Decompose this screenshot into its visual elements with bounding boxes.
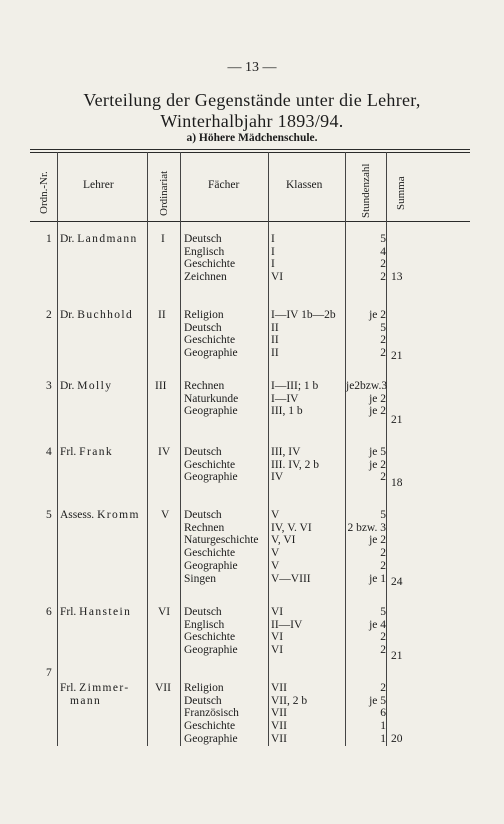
classes: II bbox=[271, 347, 279, 360]
subject: Zeichnen bbox=[184, 271, 227, 284]
classes: VII bbox=[271, 732, 287, 745]
classes: V bbox=[271, 547, 280, 560]
teacher-surname: Zimmer- bbox=[79, 682, 130, 694]
subject: Geographie bbox=[184, 732, 238, 745]
teacher-name bbox=[60, 509, 140, 521]
col-divider bbox=[147, 152, 148, 746]
classes: I—III; 1 b bbox=[271, 380, 319, 392]
teacher-name bbox=[60, 380, 112, 392]
ordinariat: I bbox=[161, 233, 165, 245]
teacher-surname-cont: mann bbox=[70, 694, 102, 707]
classes: V bbox=[271, 559, 280, 572]
row-sum: 24 bbox=[391, 576, 403, 588]
hours: 1 bbox=[380, 720, 386, 733]
classes: II—IV bbox=[271, 618, 303, 631]
hours: 2 bbox=[380, 347, 386, 360]
subject: Geschichte bbox=[184, 547, 236, 560]
hours: 5 bbox=[380, 321, 386, 334]
subject: Deutsch bbox=[184, 446, 222, 458]
ordinariat: VII bbox=[155, 682, 171, 694]
classes: III, 1 b bbox=[271, 405, 303, 418]
hours: 4 bbox=[380, 245, 386, 258]
row-number: 7 bbox=[46, 667, 52, 679]
hours: 2 bbox=[380, 559, 386, 572]
classes: II bbox=[271, 321, 279, 334]
subject: Deutsch bbox=[184, 233, 222, 245]
hours: je 2 bbox=[369, 392, 386, 405]
hours: 5 bbox=[380, 233, 386, 245]
subtitle: a) Höhere Mädchenschule. bbox=[186, 132, 318, 144]
subject: Naturgeschichte bbox=[184, 534, 259, 547]
subject: Rechnen bbox=[184, 521, 225, 534]
classes: VII bbox=[271, 720, 287, 733]
hours: 2 bbox=[380, 258, 386, 271]
classes: IV bbox=[271, 471, 284, 484]
hours: je 2 bbox=[369, 309, 386, 321]
subject: Geschichte bbox=[184, 458, 236, 471]
hours: 2 bbox=[380, 334, 386, 347]
classes: I—IV 1b—2b bbox=[271, 309, 336, 321]
hours: je 2 bbox=[369, 405, 386, 418]
subject: Geschichte bbox=[184, 720, 236, 733]
teacher-name bbox=[60, 233, 138, 245]
subject: Englisch bbox=[184, 245, 225, 258]
hours: 6 bbox=[380, 707, 386, 720]
subject: Geographie bbox=[184, 405, 238, 418]
row-sum: 20 bbox=[391, 733, 403, 745]
hours: je2bzw.3 bbox=[346, 380, 388, 392]
hours: je 2 bbox=[369, 458, 386, 471]
classes: I bbox=[271, 245, 275, 258]
classes: V—VIII bbox=[271, 572, 311, 585]
col-divider bbox=[268, 152, 269, 746]
subject: Geographie bbox=[184, 471, 238, 484]
row-number: 6 bbox=[46, 606, 52, 618]
teacher-title: Dr. bbox=[60, 380, 75, 392]
classes: I bbox=[271, 233, 275, 245]
classes: VI bbox=[271, 644, 284, 657]
row-number: 2 bbox=[46, 309, 52, 321]
header-faecher: Fächer bbox=[208, 179, 240, 191]
classes: VII bbox=[271, 707, 287, 720]
teacher-surname: Buchhold bbox=[77, 309, 134, 321]
header-ordinariat: Ordinariat bbox=[158, 170, 170, 216]
row-sum: 21 bbox=[391, 414, 403, 426]
subject: Geschichte bbox=[184, 631, 236, 644]
hours: 2 bbox=[380, 644, 386, 657]
classes: V, VI bbox=[271, 534, 296, 547]
hours: je 5 bbox=[369, 694, 386, 707]
subject: Englisch bbox=[184, 618, 225, 631]
row-sum: 21 bbox=[391, 350, 403, 362]
classes: IV, V. VI bbox=[271, 521, 312, 534]
subject: Geographie bbox=[184, 347, 238, 360]
title-line-2: Winterhalbjahr 1893/94. bbox=[160, 111, 344, 131]
classes: VI bbox=[271, 606, 284, 618]
hours: je 1 bbox=[369, 572, 386, 585]
classes: VII bbox=[271, 682, 287, 694]
teacher-title: Frl. bbox=[60, 682, 77, 694]
classes: II bbox=[271, 334, 279, 347]
table-top-rule bbox=[30, 149, 470, 150]
teacher-name bbox=[60, 446, 113, 458]
row-sum: 21 bbox=[391, 650, 403, 662]
subject: Singen bbox=[184, 572, 216, 585]
header-stundenzahl: Stundenzahl bbox=[360, 163, 372, 218]
subject: Deutsch bbox=[184, 694, 222, 707]
ordinariat: V bbox=[161, 509, 170, 521]
hours: 5 bbox=[380, 606, 386, 618]
col-divider bbox=[386, 152, 387, 746]
hours: 1 bbox=[380, 732, 386, 745]
subject: Deutsch bbox=[184, 509, 222, 521]
hours: 5 bbox=[380, 509, 386, 521]
hours: 2 bbox=[380, 471, 386, 484]
table-top-rule-2 bbox=[30, 152, 470, 153]
classes: I—IV bbox=[271, 392, 299, 405]
teacher-name bbox=[60, 606, 131, 618]
subject: Geschichte bbox=[184, 334, 236, 347]
teacher-surname: Molly bbox=[77, 380, 113, 392]
teacher-title: Dr. bbox=[60, 233, 75, 245]
classes: VI bbox=[271, 271, 284, 284]
hours: je 2 bbox=[369, 534, 386, 547]
subject: Rechnen bbox=[184, 380, 225, 392]
ordinariat: III bbox=[155, 380, 167, 392]
subject: Geographie bbox=[184, 644, 238, 657]
subject: Naturkunde bbox=[184, 392, 239, 405]
header-klassen: Klassen bbox=[286, 179, 323, 191]
teacher-surname: Kromm bbox=[97, 509, 140, 521]
header-ordn: Ordn.-Nr. bbox=[38, 171, 50, 214]
hours: 2 bbox=[380, 631, 386, 644]
teacher-surname: Frank bbox=[79, 446, 114, 458]
teacher-name bbox=[60, 309, 133, 321]
subject: Religion bbox=[184, 309, 224, 321]
hours: je 5 bbox=[369, 446, 386, 458]
classes: VII, 2 b bbox=[271, 694, 308, 707]
row-sum: 13 bbox=[391, 271, 403, 283]
hours: 2 bbox=[380, 271, 386, 284]
classes: III, IV bbox=[271, 446, 301, 458]
teacher-title: Frl. bbox=[60, 606, 77, 618]
teacher-title: Frl. bbox=[60, 446, 77, 458]
col-divider bbox=[180, 152, 181, 746]
subject: Französisch bbox=[184, 707, 239, 720]
hours: je 4 bbox=[369, 618, 386, 631]
header-bottom-rule bbox=[30, 221, 470, 222]
subject: Religion bbox=[184, 682, 224, 694]
subject: Deutsch bbox=[184, 606, 222, 618]
header-lehrer: Lehrer bbox=[83, 179, 114, 191]
classes: VI bbox=[271, 631, 284, 644]
page-number: — 13 — bbox=[227, 60, 277, 75]
row-number: 3 bbox=[46, 380, 52, 392]
ordinariat: VI bbox=[158, 606, 171, 618]
teacher-name bbox=[60, 682, 130, 694]
row-sum: 18 bbox=[391, 477, 403, 489]
teacher-title: Assess. bbox=[60, 509, 95, 521]
ordinariat: II bbox=[158, 309, 166, 321]
row-number: 5 bbox=[46, 509, 52, 521]
classes: III. IV, 2 b bbox=[271, 458, 320, 471]
classes: V bbox=[271, 509, 280, 521]
classes: I bbox=[271, 258, 275, 271]
hours: 2 bzw. 3 bbox=[347, 521, 386, 534]
subject: Geschichte bbox=[184, 258, 236, 271]
header-summa: Summa bbox=[395, 176, 407, 210]
subject: Deutsch bbox=[184, 321, 222, 334]
row-number: 4 bbox=[46, 446, 52, 458]
hours: 2 bbox=[380, 682, 386, 694]
teacher-title: Dr. bbox=[60, 309, 75, 321]
ordinariat: IV bbox=[158, 446, 171, 458]
col-divider bbox=[57, 152, 58, 746]
hours: 2 bbox=[380, 547, 386, 560]
teacher-surname: Hanstein bbox=[79, 606, 132, 618]
title-line-1: Verteilung der Gegenstände unter die Lehrer, bbox=[83, 90, 421, 110]
subject: Geographie bbox=[184, 559, 238, 572]
row-number: 1 bbox=[46, 233, 52, 245]
teacher-surname: Landmann bbox=[77, 233, 138, 245]
